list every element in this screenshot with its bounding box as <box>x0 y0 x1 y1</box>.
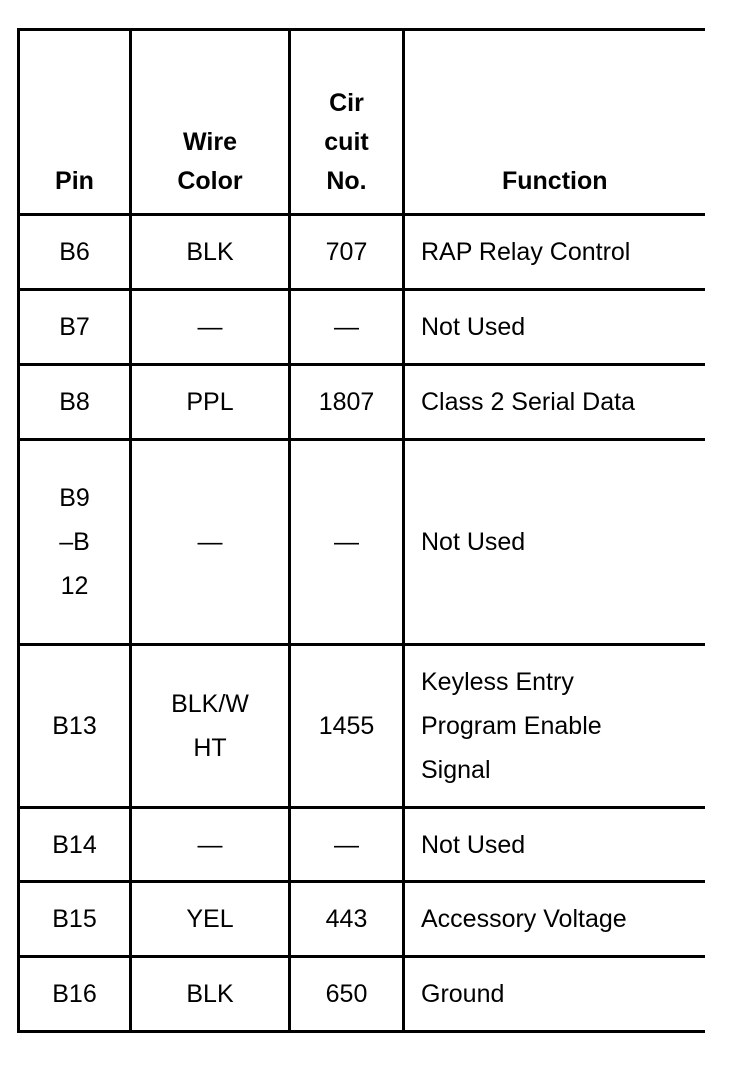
table-row <box>19 957 705 1032</box>
table-row <box>19 290 705 365</box>
circuit-no-cell: 707 <box>290 215 404 290</box>
wire-color-cell: — <box>131 440 290 645</box>
function-cell: Class 2 Serial Data <box>404 365 705 440</box>
circuit-no-cell: — <box>290 808 404 882</box>
function-cell: Keyless Entry Program Enable Signal <box>404 645 705 808</box>
circuit-no-cell: — <box>290 440 404 645</box>
circuit-no-cell: 443 <box>290 882 404 957</box>
wire-color-cell: PPL <box>131 365 290 440</box>
table-row <box>19 365 705 440</box>
table-row <box>19 808 705 882</box>
wire-color-cell: BLK <box>131 215 290 290</box>
table-row <box>19 645 705 808</box>
wire-color-cell: — <box>131 290 290 365</box>
circuit-no-cell: 650 <box>290 957 404 1032</box>
table-row <box>19 882 705 957</box>
function-cell: Not Used <box>404 808 705 882</box>
function-cell: Not Used <box>404 440 705 645</box>
pin-cell: B6 <box>19 215 131 290</box>
header-circuit-no: Cir cuit No. <box>290 30 404 215</box>
connector-pin-table <box>17 28 705 1033</box>
pin-cell: B13 <box>19 645 131 808</box>
pin-cell: B9 –B 12 <box>19 440 131 645</box>
wire-color-cell: BLK/W HT <box>131 645 290 808</box>
circuit-no-cell: — <box>290 290 404 365</box>
header-row <box>19 30 705 215</box>
pin-cell: B7 <box>19 290 131 365</box>
header-pin: Pin <box>19 30 131 215</box>
header-function: Function <box>404 30 705 215</box>
header-wire-color: Wire Color <box>131 30 290 215</box>
pin-cell: B8 <box>19 365 131 440</box>
circuit-no-cell: 1807 <box>290 365 404 440</box>
pin-cell: B14 <box>19 808 131 882</box>
function-cell: Not Used <box>404 290 705 365</box>
circuit-no-cell: 1455 <box>290 645 404 808</box>
table-row <box>19 440 705 645</box>
pin-cell: B16 <box>19 957 131 1032</box>
wire-color-cell: BLK <box>131 957 290 1032</box>
wire-color-cell: — <box>131 808 290 882</box>
pin-cell: B15 <box>19 882 131 957</box>
table-row <box>19 215 705 290</box>
function-cell: Ground <box>404 957 705 1032</box>
wire-color-cell: YEL <box>131 882 290 957</box>
function-cell: Accessory Voltage <box>404 882 705 957</box>
function-cell: RAP Relay Control <box>404 215 705 290</box>
